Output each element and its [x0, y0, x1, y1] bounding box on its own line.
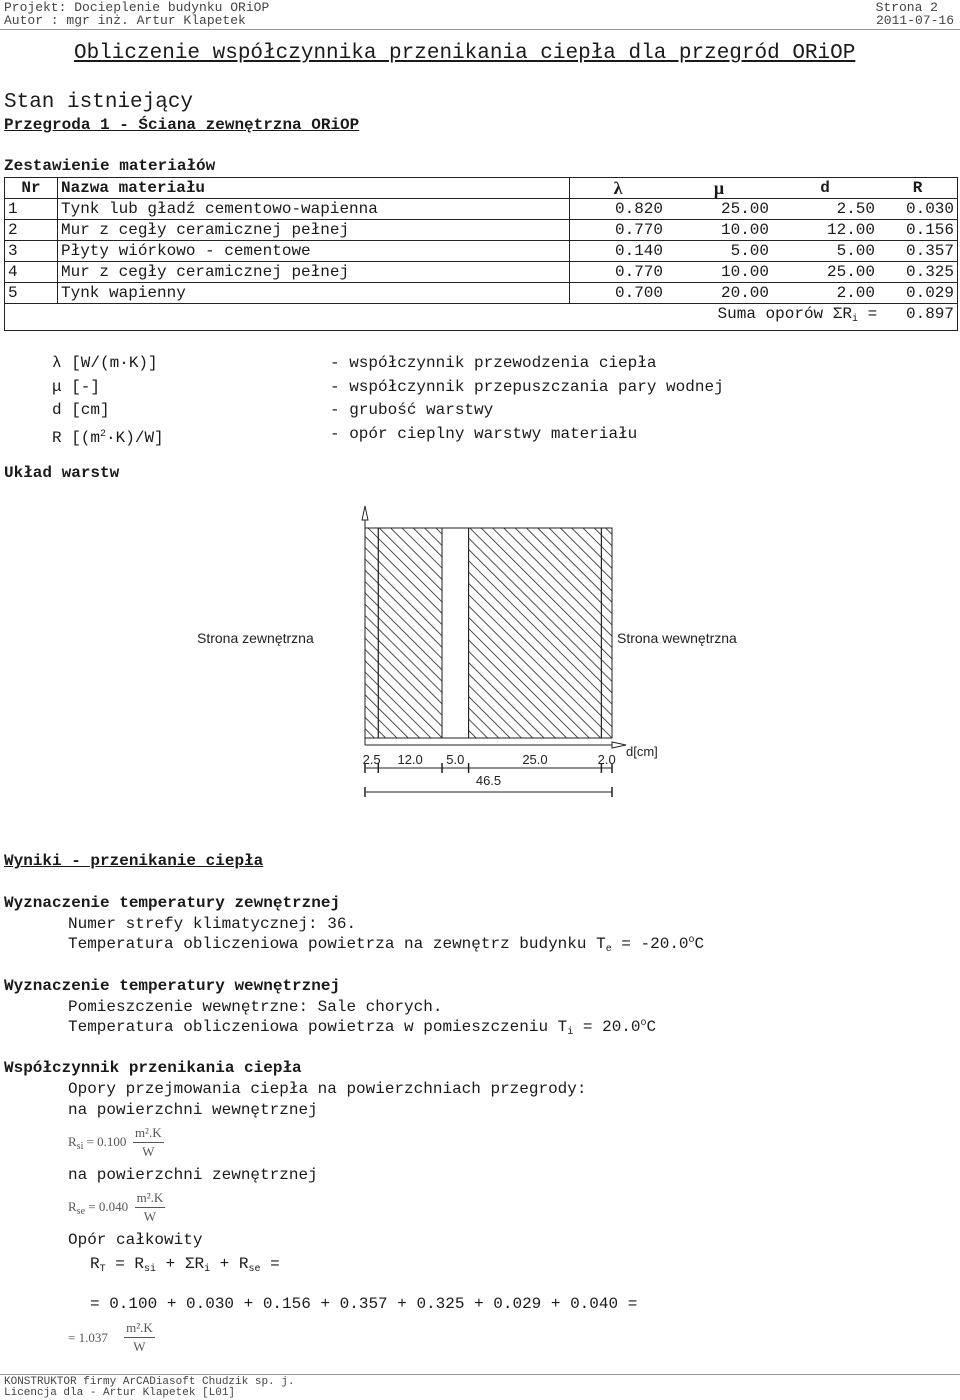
sum-row — [5, 304, 958, 331]
cell-lambda: 0.770 — [570, 262, 667, 283]
layer-2 — [378, 528, 442, 738]
date: 2011-07-16 — [875, 13, 954, 28]
materials-heading: Zestawienie materiałów — [4, 157, 216, 175]
resistances-intro: Opory przejmowania ciepła na powierzchniach przegrody: — [68, 1080, 587, 1098]
int-temp-degree: o — [640, 1018, 647, 1029]
sum-label-sub: i — [851, 314, 858, 325]
cell-name: Tynk wapienny — [58, 283, 570, 304]
table-row — [5, 283, 958, 304]
layer-1 — [365, 528, 378, 738]
col-name: Nazwa materiału — [58, 178, 570, 199]
legend-symbol-r — [52, 423, 164, 451]
cell-nr: 5 — [5, 283, 58, 304]
cell-r: 0.029 — [878, 283, 958, 304]
legend-symbol-mu: μ [-] — [52, 377, 101, 396]
col-lambda: λ — [570, 178, 667, 199]
layer-3 — [442, 528, 469, 738]
rt-formula-sub: si — [144, 1264, 157, 1275]
footer-line-2: Licencja dla - Artur Klapetek [L01] — [4, 1387, 236, 1399]
cell-d: 2.50 — [772, 199, 878, 220]
rt-value: = 1.037 — [68, 1329, 108, 1345]
rt-unit-num: m².K — [124, 1320, 155, 1338]
layers-heading: Układ warstw — [4, 464, 120, 482]
outer-surface-label: na powierzchni zewnętrznej — [68, 1166, 318, 1184]
cell-lambda: 0.140 — [570, 241, 667, 262]
int-temp-line — [68, 1018, 656, 1038]
table-row — [5, 199, 958, 220]
legend-r-pre: R [(m — [52, 428, 101, 447]
rse-unit — [135, 1190, 166, 1225]
footer-divider — [0, 1374, 960, 1375]
legend-desc-lambda: - współczynnik przewodzenia ciepła — [330, 354, 657, 372]
legend-descriptions — [330, 352, 724, 446]
cell-name: Płyty wiórkowo - cementowe — [58, 241, 570, 262]
ext-temp-value: = -20.0 — [611, 935, 689, 953]
sum-value: 0.897 — [905, 305, 954, 323]
dimension-label: 12.0 — [397, 752, 423, 767]
rt-unit-den: W — [133, 1339, 146, 1354]
legend-desc-mu: - współczynnik przepuszczania pary wodnej — [330, 377, 724, 396]
int-temp-text: Temperatura obliczeniowa powietrza w pomieszczeniu T — [68, 1018, 568, 1036]
rt-unit — [124, 1320, 155, 1355]
rt-formula-sub: T — [99, 1264, 106, 1275]
cell-name: Mur z cegły ceramicznej pełnej — [58, 262, 570, 283]
legend-symbol-lambda: λ [W/(m·K)] — [52, 354, 158, 372]
cell-lambda: 0.770 — [570, 220, 667, 241]
rt-formula-term: = R — [105, 1255, 145, 1273]
axis-unit-label: d[cm] — [626, 744, 658, 759]
dimension-label: 2.0 — [597, 752, 616, 767]
ext-temp-line — [68, 935, 704, 955]
col-r: R — [878, 178, 958, 199]
sum-label: Suma oporów ΣR — [717, 305, 852, 323]
cell-nr: 2 — [5, 220, 58, 241]
table-row — [5, 220, 958, 241]
legend-symbol-d: d [cm] — [52, 401, 110, 419]
rse-unit-den: W — [143, 1209, 157, 1224]
rse-expression — [68, 1190, 165, 1225]
state-heading: Stan istniejący — [4, 91, 194, 114]
col-nr: Nr — [5, 178, 58, 199]
rt-formula-sub: i — [204, 1264, 211, 1275]
rsi-sub: si — [76, 1140, 84, 1152]
table-header-row — [5, 178, 958, 199]
sum-eq: = — [857, 305, 878, 323]
cell-r: 0.156 — [878, 220, 958, 241]
col-d: d — [772, 178, 878, 199]
rsi-unit-den: W — [142, 1144, 155, 1159]
cell-r: 0.325 — [878, 262, 958, 283]
legend-desc-r: - opór cieplny warstwy materiału — [330, 424, 638, 443]
ext-temp-heading: Wyznaczenie temperatury zewnętrznej — [4, 894, 341, 912]
cell-d: 25.00 — [772, 262, 878, 283]
total-resistance-heading: Opór całkowity — [68, 1231, 203, 1249]
cell-lambda: 0.820 — [570, 199, 667, 220]
author: Autor : mgr inż. Artur Klapetek — [4, 13, 246, 28]
legend-symbols — [52, 352, 164, 450]
footer-line-1: KONSTRUKTOR firmy ArCADiasoft Chudzik sp. j. — [4, 1376, 295, 1388]
rsi-expression — [68, 1125, 164, 1160]
cell-name: Tynk lub gładź cementowo-wapienna — [58, 199, 570, 220]
cell-d: 5.00 — [772, 241, 878, 262]
page-title: Obliczenie współczynnika przenikania ciepła dla przegród ORiOP — [74, 42, 856, 65]
cell-name: Mur z cegły ceramicznej pełnej — [58, 220, 570, 241]
layer-4 — [469, 528, 602, 738]
cell-mu: 5.00 — [666, 241, 772, 262]
inner-surface-label: na powierzchni wewnętrznej — [68, 1101, 318, 1119]
cell-mu: 25.00 — [666, 199, 772, 220]
page-number: Strona 2 — [875, 0, 938, 15]
rt-sum: = 0.100 + 0.030 + 0.156 + 0.357 + 0.325 + 0.029 + 0.040 = — [90, 1295, 638, 1313]
rt-result — [68, 1320, 155, 1355]
cell-nr: 3 — [5, 241, 58, 262]
rse-value: = 0.040 — [85, 1198, 129, 1214]
layer-5 — [601, 528, 612, 738]
dimension-label: 2.5 — [362, 752, 381, 767]
int-temp-sub: i — [567, 1027, 574, 1038]
rt-formula — [90, 1255, 280, 1275]
u-heading: Współczynnik przenikania ciepła — [4, 1059, 302, 1077]
vertical-axis-arrow — [362, 506, 368, 520]
legend-r-post: ·K)/W] — [106, 428, 164, 447]
rsi-unit — [133, 1125, 164, 1160]
cell-mu: 10.00 — [666, 262, 772, 283]
header-divider — [0, 29, 960, 30]
int-temp-heading: Wyznaczenie temperatury wewnętrznej — [4, 977, 341, 995]
cell-mu: 20.00 — [666, 283, 772, 304]
cell-mu: 10.00 — [666, 220, 772, 241]
legend-desc-d: - grubość warstwy — [330, 401, 494, 419]
layers-diagram — [0, 500, 960, 800]
cell-nr: 4 — [5, 262, 58, 283]
climate-zone: Numer strefy klimatycznej: 36. — [68, 915, 357, 933]
rt-formula-term: R — [90, 1255, 100, 1273]
cell-r: 0.357 — [878, 241, 958, 262]
horizontal-axis-arrow — [612, 742, 626, 748]
ext-temp-degree: o — [688, 935, 695, 946]
rt-formula-term: + ΣR — [156, 1255, 205, 1273]
rsi-label: R — [68, 1133, 77, 1149]
inside-label: Strona wewnętrzna — [617, 630, 737, 646]
int-temp-value: = 20.0 — [573, 1018, 641, 1036]
ext-temp-sub: e — [605, 944, 612, 955]
ext-temp-text: Temperatura obliczeniowa powietrza na zewnętrz budynku T — [68, 935, 606, 953]
room-type: Pomieszczenie wewnętrzne: Sale chorych. — [68, 998, 443, 1016]
total-thickness-label: 46.5 — [475, 773, 502, 788]
results-heading: Wyniki - przenikanie ciepła — [4, 852, 264, 870]
cell-d: 2.00 — [772, 283, 878, 304]
materials-table — [4, 177, 958, 331]
layer-rects — [365, 528, 612, 738]
rse-unit-num: m².K — [135, 1190, 166, 1208]
cell-r: 0.030 — [878, 199, 958, 220]
table-row — [5, 262, 958, 283]
dimension-lines — [363, 752, 616, 797]
cell-lambda: 0.700 — [570, 283, 667, 304]
cell-nr: 1 — [5, 199, 58, 220]
col-mu: μ — [666, 178, 772, 199]
dimension-label: 25.0 — [522, 752, 548, 767]
partition-heading: Przegroda 1 - Ściana zewnętrzna ORiOP — [4, 116, 360, 134]
rsi-value: = 0.100 — [83, 1133, 127, 1149]
rse-label: R — [68, 1198, 77, 1214]
outside-label: Strona zewnętrzna — [197, 630, 314, 646]
project-name: Projekt: Docieplenie budynku ORiOP — [4, 0, 270, 15]
int-temp-unit: C — [646, 1018, 657, 1036]
cell-d: 12.00 — [772, 220, 878, 241]
table-row — [5, 241, 958, 262]
rt-formula-term: = — [260, 1255, 280, 1273]
legend-r-sup: 2 — [100, 428, 107, 440]
rt-formula-term: + R — [210, 1255, 249, 1273]
rse-sub: se — [76, 1205, 86, 1217]
ext-temp-unit: C — [694, 935, 705, 953]
rt-formula-sub: se — [248, 1264, 261, 1275]
rsi-unit-num: m².K — [133, 1125, 164, 1143]
dimension-label: 5.0 — [446, 752, 465, 767]
